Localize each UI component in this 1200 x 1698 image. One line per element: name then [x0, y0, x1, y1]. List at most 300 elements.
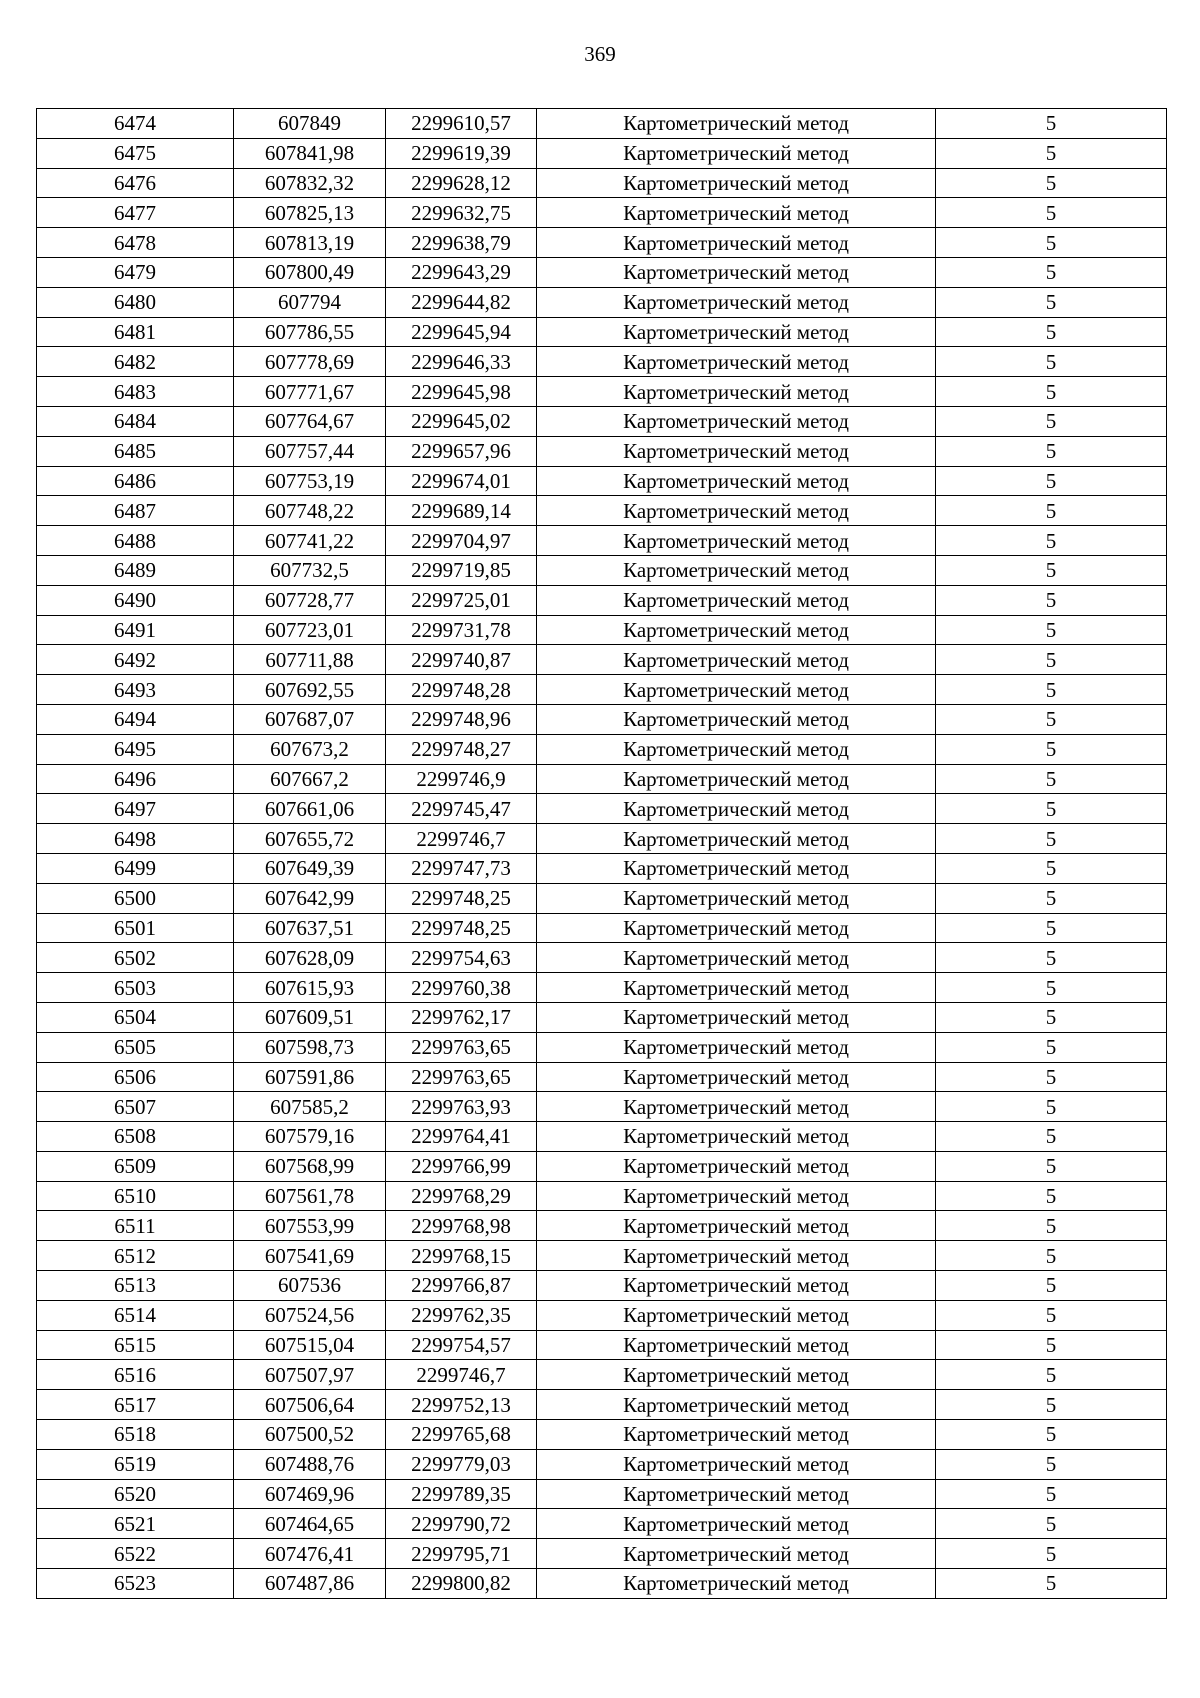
point-number-cell: 6508: [37, 1122, 234, 1152]
y-coordinate-cell: 2299766,87: [386, 1271, 537, 1301]
x-coordinate-cell: 607615,93: [234, 973, 386, 1003]
method-cell: Картометрический метод: [537, 317, 936, 347]
method-cell: Картометрический метод: [537, 615, 936, 645]
point-number-cell: 6476: [37, 168, 234, 198]
point-number-cell: 6488: [37, 526, 234, 556]
table-row: [37, 1122, 1167, 1152]
method-cell: Картометрический метод: [537, 1062, 936, 1092]
y-coordinate-cell: 2299765,68: [386, 1420, 537, 1450]
accuracy-cell: 5: [936, 406, 1167, 436]
point-number-cell: 6497: [37, 794, 234, 824]
point-number-cell: 6519: [37, 1449, 234, 1479]
coordinates-table: [36, 108, 1167, 1599]
x-coordinate-cell: 607825,13: [234, 198, 386, 228]
point-number-cell: 6486: [37, 466, 234, 496]
point-number-cell: 6513: [37, 1271, 234, 1301]
accuracy-cell: 5: [936, 853, 1167, 883]
point-number-cell: 6518: [37, 1420, 234, 1450]
method-cell: Картометрический метод: [537, 1241, 936, 1271]
method-cell: Картометрический метод: [537, 1300, 936, 1330]
accuracy-cell: 5: [936, 287, 1167, 317]
y-coordinate-cell: 2299800,82: [386, 1569, 537, 1599]
accuracy-cell: 5: [936, 1360, 1167, 1390]
table-row: [37, 555, 1167, 585]
y-coordinate-cell: 2299768,98: [386, 1211, 537, 1241]
accuracy-cell: 5: [936, 109, 1167, 139]
accuracy-cell: 5: [936, 555, 1167, 585]
accuracy-cell: 5: [936, 883, 1167, 913]
method-cell: Картометрический метод: [537, 1360, 936, 1390]
y-coordinate-cell: 2299763,65: [386, 1062, 537, 1092]
y-coordinate-cell: 2299766,99: [386, 1151, 537, 1181]
y-coordinate-cell: 2299746,7: [386, 1360, 537, 1390]
table-row: [37, 377, 1167, 407]
method-cell: Картометрический метод: [537, 1181, 936, 1211]
method-cell: Картометрический метод: [537, 973, 936, 1003]
y-coordinate-cell: 2299646,33: [386, 347, 537, 377]
x-coordinate-cell: 607541,69: [234, 1241, 386, 1271]
method-cell: Картометрический метод: [537, 436, 936, 466]
point-number-cell: 6503: [37, 973, 234, 1003]
x-coordinate-cell: 607536: [234, 1271, 386, 1301]
method-cell: Картометрический метод: [537, 585, 936, 615]
method-cell: Картометрический метод: [537, 377, 936, 407]
point-number-cell: 6479: [37, 257, 234, 287]
y-coordinate-cell: 2299795,71: [386, 1539, 537, 1569]
point-number-cell: 6478: [37, 228, 234, 258]
x-coordinate-cell: 607849: [234, 109, 386, 139]
table-row: [37, 973, 1167, 1003]
method-cell: Картометрический метод: [537, 704, 936, 734]
table-row: [37, 1539, 1167, 1569]
y-coordinate-cell: 2299719,85: [386, 555, 537, 585]
x-coordinate-cell: 607786,55: [234, 317, 386, 347]
point-number-cell: 6480: [37, 287, 234, 317]
table-row: [37, 1569, 1167, 1599]
method-cell: Картометрический метод: [537, 764, 936, 794]
method-cell: Картометрический метод: [537, 675, 936, 705]
y-coordinate-cell: 2299748,96: [386, 704, 537, 734]
table-row: [37, 1390, 1167, 1420]
point-number-cell: 6494: [37, 704, 234, 734]
table-row: [37, 1151, 1167, 1181]
point-number-cell: 6489: [37, 555, 234, 585]
x-coordinate-cell: 607487,86: [234, 1569, 386, 1599]
method-cell: Картометрический метод: [537, 883, 936, 913]
point-number-cell: 6504: [37, 1002, 234, 1032]
table-row: [37, 764, 1167, 794]
accuracy-cell: 5: [936, 734, 1167, 764]
x-coordinate-cell: 607764,67: [234, 406, 386, 436]
accuracy-cell: 5: [936, 1151, 1167, 1181]
point-number-cell: 6493: [37, 675, 234, 705]
table-row: [37, 734, 1167, 764]
point-number-cell: 6490: [37, 585, 234, 615]
point-number-cell: 6523: [37, 1569, 234, 1599]
y-coordinate-cell: 2299645,94: [386, 317, 537, 347]
x-coordinate-cell: 607500,52: [234, 1420, 386, 1450]
method-cell: Картометрический метод: [537, 1539, 936, 1569]
point-number-cell: 6506: [37, 1062, 234, 1092]
y-coordinate-cell: 2299754,57: [386, 1330, 537, 1360]
y-coordinate-cell: 2299731,78: [386, 615, 537, 645]
table-row: [37, 1509, 1167, 1539]
point-number-cell: 6515: [37, 1330, 234, 1360]
x-coordinate-cell: 607692,55: [234, 675, 386, 705]
y-coordinate-cell: 2299754,63: [386, 943, 537, 973]
x-coordinate-cell: 607687,07: [234, 704, 386, 734]
y-coordinate-cell: 2299740,87: [386, 645, 537, 675]
x-coordinate-cell: 607813,19: [234, 228, 386, 258]
accuracy-cell: 5: [936, 704, 1167, 734]
accuracy-cell: 5: [936, 526, 1167, 556]
table-row: [37, 287, 1167, 317]
y-coordinate-cell: 2299745,47: [386, 794, 537, 824]
method-cell: Картометрический метод: [537, 734, 936, 764]
x-coordinate-cell: 607553,99: [234, 1211, 386, 1241]
y-coordinate-cell: 2299768,29: [386, 1181, 537, 1211]
x-coordinate-cell: 607476,41: [234, 1539, 386, 1569]
point-number-cell: 6522: [37, 1539, 234, 1569]
method-cell: Картометрический метод: [537, 1509, 936, 1539]
x-coordinate-cell: 607732,5: [234, 555, 386, 585]
method-cell: Картометрический метод: [537, 1569, 936, 1599]
table-row: [37, 466, 1167, 496]
accuracy-cell: 5: [936, 1092, 1167, 1122]
x-coordinate-cell: 607800,49: [234, 257, 386, 287]
method-cell: Картометрический метод: [537, 794, 936, 824]
accuracy-cell: 5: [936, 1300, 1167, 1330]
y-coordinate-cell: 2299762,35: [386, 1300, 537, 1330]
x-coordinate-cell: 607561,78: [234, 1181, 386, 1211]
table-row: [37, 794, 1167, 824]
method-cell: Картометрический метод: [537, 228, 936, 258]
x-coordinate-cell: 607728,77: [234, 585, 386, 615]
x-coordinate-cell: 607609,51: [234, 1002, 386, 1032]
table-row: [37, 1330, 1167, 1360]
table-row: [37, 883, 1167, 913]
table-row: [37, 615, 1167, 645]
point-number-cell: 6481: [37, 317, 234, 347]
accuracy-cell: 5: [936, 347, 1167, 377]
y-coordinate-cell: 2299689,14: [386, 496, 537, 526]
y-coordinate-cell: 2299748,28: [386, 675, 537, 705]
method-cell: Картометрический метод: [537, 555, 936, 585]
accuracy-cell: 5: [936, 168, 1167, 198]
x-coordinate-cell: 607506,64: [234, 1390, 386, 1420]
point-number-cell: 6498: [37, 824, 234, 854]
accuracy-cell: 5: [936, 1122, 1167, 1152]
x-coordinate-cell: 607515,04: [234, 1330, 386, 1360]
table-row: [37, 1360, 1167, 1390]
method-cell: Картометрический метод: [537, 645, 936, 675]
accuracy-cell: 5: [936, 1002, 1167, 1032]
point-number-cell: 6505: [37, 1032, 234, 1062]
accuracy-cell: 5: [936, 1539, 1167, 1569]
accuracy-cell: 5: [936, 1390, 1167, 1420]
y-coordinate-cell: 2299747,73: [386, 853, 537, 883]
point-number-cell: 6499: [37, 853, 234, 883]
x-coordinate-cell: 607568,99: [234, 1151, 386, 1181]
x-coordinate-cell: 607649,39: [234, 853, 386, 883]
table-row: [37, 406, 1167, 436]
accuracy-cell: 5: [936, 973, 1167, 1003]
method-cell: Картометрический метод: [537, 168, 936, 198]
point-number-cell: 6484: [37, 406, 234, 436]
method-cell: Картометрический метод: [537, 1271, 936, 1301]
point-number-cell: 6501: [37, 913, 234, 943]
point-number-cell: 6491: [37, 615, 234, 645]
x-coordinate-cell: 607488,76: [234, 1449, 386, 1479]
table-row: [37, 1479, 1167, 1509]
x-coordinate-cell: 607753,19: [234, 466, 386, 496]
table-row: [37, 168, 1167, 198]
method-cell: Картометрический метод: [537, 109, 936, 139]
y-coordinate-cell: 2299779,03: [386, 1449, 537, 1479]
method-cell: Картометрический метод: [537, 913, 936, 943]
accuracy-cell: 5: [936, 1271, 1167, 1301]
method-cell: Картометрический метод: [537, 496, 936, 526]
method-cell: Картометрический метод: [537, 1479, 936, 1509]
table-row: [37, 1271, 1167, 1301]
point-number-cell: 6492: [37, 645, 234, 675]
x-coordinate-cell: 607748,22: [234, 496, 386, 526]
method-cell: Картометрический метод: [537, 1330, 936, 1360]
table-row: [37, 138, 1167, 168]
method-cell: Картометрический метод: [537, 1151, 936, 1181]
table-row: [37, 526, 1167, 556]
accuracy-cell: 5: [936, 257, 1167, 287]
table-row: [37, 645, 1167, 675]
y-coordinate-cell: 2299790,72: [386, 1509, 537, 1539]
method-cell: Картометрический метод: [537, 1211, 936, 1241]
table-row: [37, 913, 1167, 943]
method-cell: Картометрический метод: [537, 347, 936, 377]
accuracy-cell: 5: [936, 198, 1167, 228]
y-coordinate-cell: 2299764,41: [386, 1122, 537, 1152]
point-number-cell: 6496: [37, 764, 234, 794]
table-row: [37, 109, 1167, 139]
point-number-cell: 6483: [37, 377, 234, 407]
table-row: [37, 1092, 1167, 1122]
y-coordinate-cell: 2299748,25: [386, 913, 537, 943]
x-coordinate-cell: 607832,32: [234, 168, 386, 198]
x-coordinate-cell: 607741,22: [234, 526, 386, 556]
point-number-cell: 6507: [37, 1092, 234, 1122]
table-row: [37, 257, 1167, 287]
table-row: [37, 1420, 1167, 1450]
table-row: [37, 1241, 1167, 1271]
accuracy-cell: 5: [936, 496, 1167, 526]
method-cell: Картометрический метод: [537, 198, 936, 228]
point-number-cell: 6474: [37, 109, 234, 139]
table-row: [37, 347, 1167, 377]
accuracy-cell: 5: [936, 824, 1167, 854]
y-coordinate-cell: 2299704,97: [386, 526, 537, 556]
accuracy-cell: 5: [936, 1062, 1167, 1092]
x-coordinate-cell: 607628,09: [234, 943, 386, 973]
table-row: [37, 824, 1167, 854]
y-coordinate-cell: 2299645,98: [386, 377, 537, 407]
coordinates-table-body: [37, 109, 1167, 1599]
x-coordinate-cell: 607667,2: [234, 764, 386, 794]
accuracy-cell: 5: [936, 228, 1167, 258]
table-row: [37, 1062, 1167, 1092]
x-coordinate-cell: 607585,2: [234, 1092, 386, 1122]
y-coordinate-cell: 2299789,35: [386, 1479, 537, 1509]
table-row: [37, 1300, 1167, 1330]
accuracy-cell: 5: [936, 1181, 1167, 1211]
accuracy-cell: 5: [936, 436, 1167, 466]
point-number-cell: 6520: [37, 1479, 234, 1509]
x-coordinate-cell: 607642,99: [234, 883, 386, 913]
y-coordinate-cell: 2299748,27: [386, 734, 537, 764]
x-coordinate-cell: 607794: [234, 287, 386, 317]
x-coordinate-cell: 607771,67: [234, 377, 386, 407]
y-coordinate-cell: 2299768,15: [386, 1241, 537, 1271]
y-coordinate-cell: 2299760,38: [386, 973, 537, 1003]
accuracy-cell: 5: [936, 1569, 1167, 1599]
y-coordinate-cell: 2299748,25: [386, 883, 537, 913]
method-cell: Картометрический метод: [537, 824, 936, 854]
accuracy-cell: 5: [936, 1420, 1167, 1450]
y-coordinate-cell: 2299610,57: [386, 109, 537, 139]
table-row: [37, 1449, 1167, 1479]
table-row: [37, 585, 1167, 615]
method-cell: Картометрический метод: [537, 1420, 936, 1450]
method-cell: Картометрический метод: [537, 1032, 936, 1062]
method-cell: Картометрический метод: [537, 1390, 936, 1420]
y-coordinate-cell: 2299619,39: [386, 138, 537, 168]
x-coordinate-cell: 607598,73: [234, 1032, 386, 1062]
y-coordinate-cell: 2299762,17: [386, 1002, 537, 1032]
accuracy-cell: 5: [936, 675, 1167, 705]
table-row: [37, 228, 1167, 258]
point-number-cell: 6500: [37, 883, 234, 913]
accuracy-cell: 5: [936, 466, 1167, 496]
y-coordinate-cell: 2299645,02: [386, 406, 537, 436]
accuracy-cell: 5: [936, 377, 1167, 407]
accuracy-cell: 5: [936, 317, 1167, 347]
x-coordinate-cell: 607591,86: [234, 1062, 386, 1092]
accuracy-cell: 5: [936, 1509, 1167, 1539]
y-coordinate-cell: 2299657,96: [386, 436, 537, 466]
accuracy-cell: 5: [936, 1211, 1167, 1241]
method-cell: Картометрический метод: [537, 257, 936, 287]
y-coordinate-cell: 2299643,29: [386, 257, 537, 287]
y-coordinate-cell: 2299763,65: [386, 1032, 537, 1062]
table-row: [37, 675, 1167, 705]
accuracy-cell: 5: [936, 1479, 1167, 1509]
table-row: [37, 853, 1167, 883]
point-number-cell: 6521: [37, 1509, 234, 1539]
method-cell: Картометрический метод: [537, 1002, 936, 1032]
point-number-cell: 6512: [37, 1241, 234, 1271]
accuracy-cell: 5: [936, 645, 1167, 675]
y-coordinate-cell: 2299746,7: [386, 824, 537, 854]
x-coordinate-cell: 607723,01: [234, 615, 386, 645]
accuracy-cell: 5: [936, 1330, 1167, 1360]
y-coordinate-cell: 2299725,01: [386, 585, 537, 615]
point-number-cell: 6510: [37, 1181, 234, 1211]
y-coordinate-cell: 2299628,12: [386, 168, 537, 198]
table-row: [37, 943, 1167, 973]
y-coordinate-cell: 2299752,13: [386, 1390, 537, 1420]
page-number: 369: [584, 42, 616, 66]
y-coordinate-cell: 2299763,93: [386, 1092, 537, 1122]
method-cell: Картометрический метод: [537, 138, 936, 168]
point-number-cell: 6516: [37, 1360, 234, 1390]
accuracy-cell: 5: [936, 1449, 1167, 1479]
accuracy-cell: 5: [936, 1241, 1167, 1271]
table-row: [37, 1211, 1167, 1241]
table-row: [37, 496, 1167, 526]
y-coordinate-cell: 2299644,82: [386, 287, 537, 317]
point-number-cell: 6477: [37, 198, 234, 228]
table-row: [37, 198, 1167, 228]
point-number-cell: 6502: [37, 943, 234, 973]
point-number-cell: 6495: [37, 734, 234, 764]
accuracy-cell: 5: [936, 794, 1167, 824]
accuracy-cell: 5: [936, 138, 1167, 168]
point-number-cell: 6511: [37, 1211, 234, 1241]
method-cell: Картометрический метод: [537, 287, 936, 317]
x-coordinate-cell: 607757,44: [234, 436, 386, 466]
method-cell: Картометрический метод: [537, 526, 936, 556]
x-coordinate-cell: 607464,65: [234, 1509, 386, 1539]
table-row: [37, 1181, 1167, 1211]
accuracy-cell: 5: [936, 913, 1167, 943]
x-coordinate-cell: 607637,51: [234, 913, 386, 943]
x-coordinate-cell: 607673,2: [234, 734, 386, 764]
table-row: [37, 317, 1167, 347]
method-cell: Картометрический метод: [537, 1449, 936, 1479]
point-number-cell: 6514: [37, 1300, 234, 1330]
table-row: [37, 1002, 1167, 1032]
point-number-cell: 6517: [37, 1390, 234, 1420]
table-row: [37, 704, 1167, 734]
x-coordinate-cell: 607579,16: [234, 1122, 386, 1152]
y-coordinate-cell: 2299638,79: [386, 228, 537, 258]
x-coordinate-cell: 607661,06: [234, 794, 386, 824]
x-coordinate-cell: 607524,56: [234, 1300, 386, 1330]
x-coordinate-cell: 607841,98: [234, 138, 386, 168]
method-cell: Картометрический метод: [537, 1122, 936, 1152]
point-number-cell: 6509: [37, 1151, 234, 1181]
method-cell: Картометрический метод: [537, 853, 936, 883]
x-coordinate-cell: 607655,72: [234, 824, 386, 854]
method-cell: Картометрический метод: [537, 466, 936, 496]
x-coordinate-cell: 607778,69: [234, 347, 386, 377]
x-coordinate-cell: 607711,88: [234, 645, 386, 675]
point-number-cell: 6487: [37, 496, 234, 526]
point-number-cell: 6482: [37, 347, 234, 377]
y-coordinate-cell: 2299632,75: [386, 198, 537, 228]
x-coordinate-cell: 607507,97: [234, 1360, 386, 1390]
x-coordinate-cell: 607469,96: [234, 1479, 386, 1509]
point-number-cell: 6485: [37, 436, 234, 466]
table-row: [37, 436, 1167, 466]
accuracy-cell: 5: [936, 1032, 1167, 1062]
table-row: [37, 1032, 1167, 1062]
y-coordinate-cell: 2299674,01: [386, 466, 537, 496]
y-coordinate-cell: 2299746,9: [386, 764, 537, 794]
accuracy-cell: 5: [936, 764, 1167, 794]
accuracy-cell: 5: [936, 615, 1167, 645]
method-cell: Картометрический метод: [537, 406, 936, 436]
accuracy-cell: 5: [936, 943, 1167, 973]
method-cell: Картометрический метод: [537, 1092, 936, 1122]
